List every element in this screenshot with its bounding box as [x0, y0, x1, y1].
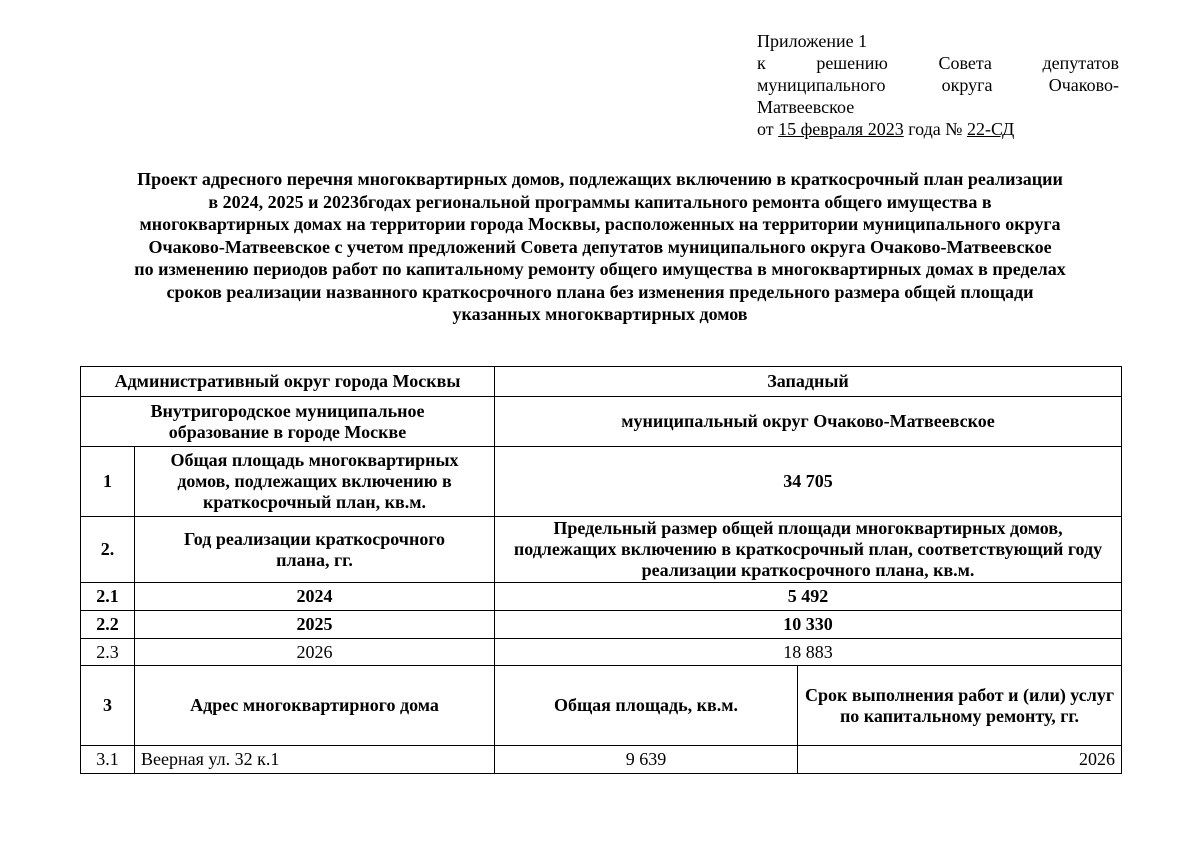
title-line: многоквартирных домах на территории города Москвы, расположенных на территории муниципального округа [139, 214, 1061, 234]
municipal-value: муниципальный округ Очаково-Матвеевское [495, 397, 1122, 447]
row-number: 1 [81, 447, 135, 517]
table-row [81, 397, 1122, 447]
row-number: 2.3 [81, 639, 135, 666]
year-value: 2025 [135, 611, 495, 639]
year-area-value: 10 330 [495, 611, 1122, 639]
row-number: 3.1 [81, 746, 135, 774]
address-header: Адрес многоквартирного дома [135, 666, 495, 746]
title-line: Проект адресного перечня многоквартирных домов, подлежащих включению в краткосрочный план реализации [137, 169, 1063, 189]
table-row [81, 583, 1122, 611]
annex-line-2: к решению Совета депутатов [757, 53, 1119, 73]
table-row [81, 746, 1122, 774]
house-area: 9 639 [495, 746, 798, 774]
area-header: Общая площадь, кв.м. [495, 666, 798, 746]
decision-number: 22-СД [966, 119, 1015, 139]
term-header: Срок выполнения работ и (или) услуг по капитальному ремонту, гг. [798, 666, 1122, 746]
limit-area-label: Предельный размер общей площади многоквартирных домов, подлежащих включению в краткосрочный план, соответствующий году реализации краткосрочного плана, кв.м. [495, 517, 1122, 583]
table-row [81, 367, 1122, 397]
row-number: 2. [81, 517, 135, 583]
title-line: указанных многоквартирных домов [452, 304, 748, 324]
house-address: Веерная ул. 32 к.1 [135, 746, 495, 774]
year-value: 2026 [135, 639, 495, 666]
row-number: 2.1 [81, 583, 135, 611]
table-row [81, 611, 1122, 639]
table-row [81, 447, 1122, 517]
table-row [81, 666, 1122, 746]
year-label: Год реализации краткосрочного плана, гг. [135, 517, 495, 583]
row-number: 3 [81, 666, 135, 746]
title-line: в 2024, 2025 и 2023бгодах региональной программы капитального ремонта общего имущества в [208, 191, 992, 212]
annex-block [757, 30, 1119, 140]
total-area-value: 34 705 [495, 447, 1122, 517]
admin-okrug-value: Западный [495, 367, 1122, 397]
table-row [81, 517, 1122, 583]
admin-okrug-label: Административный округ города Москвы [81, 367, 495, 397]
table-row [81, 639, 1122, 666]
title-line: сроков реализации названного краткосрочного плана без изменения предельного размера общей площади [166, 281, 1034, 302]
title-line: Очаково-Матвеевское с учетом предложений Совета депутатов муниципального округа Очаково-Матвеевское [148, 236, 1052, 257]
decision-date: 15 февраля 2023 [778, 119, 904, 139]
house-term: 2026 [798, 746, 1122, 774]
annex-line-3: муниципального округа Очаково- [757, 75, 1119, 95]
annex-decision: от 15 февраля 2023 года № 22-СД [757, 119, 1015, 139]
annex-line-4: Матвеевское [757, 97, 855, 117]
year-area-value: 5 492 [495, 583, 1122, 611]
year-value: 2024 [135, 583, 495, 611]
document-title [60, 168, 1140, 326]
total-area-label: Общая площадь многоквартирных домов, подлежащих включению в краткосрочный план, кв.м. [135, 447, 495, 517]
row-number: 2.2 [81, 611, 135, 639]
municipal-label: Внутригородское муниципальное образование в городе Москве [81, 397, 495, 447]
title-line: по изменению периодов работ по капитальному ремонту общего имущества в многоквартирных домах в пределах [134, 259, 1066, 279]
address-list-table [80, 366, 1122, 774]
year-area-value: 18 883 [495, 639, 1122, 666]
annex-title: Приложение 1 [757, 31, 868, 51]
